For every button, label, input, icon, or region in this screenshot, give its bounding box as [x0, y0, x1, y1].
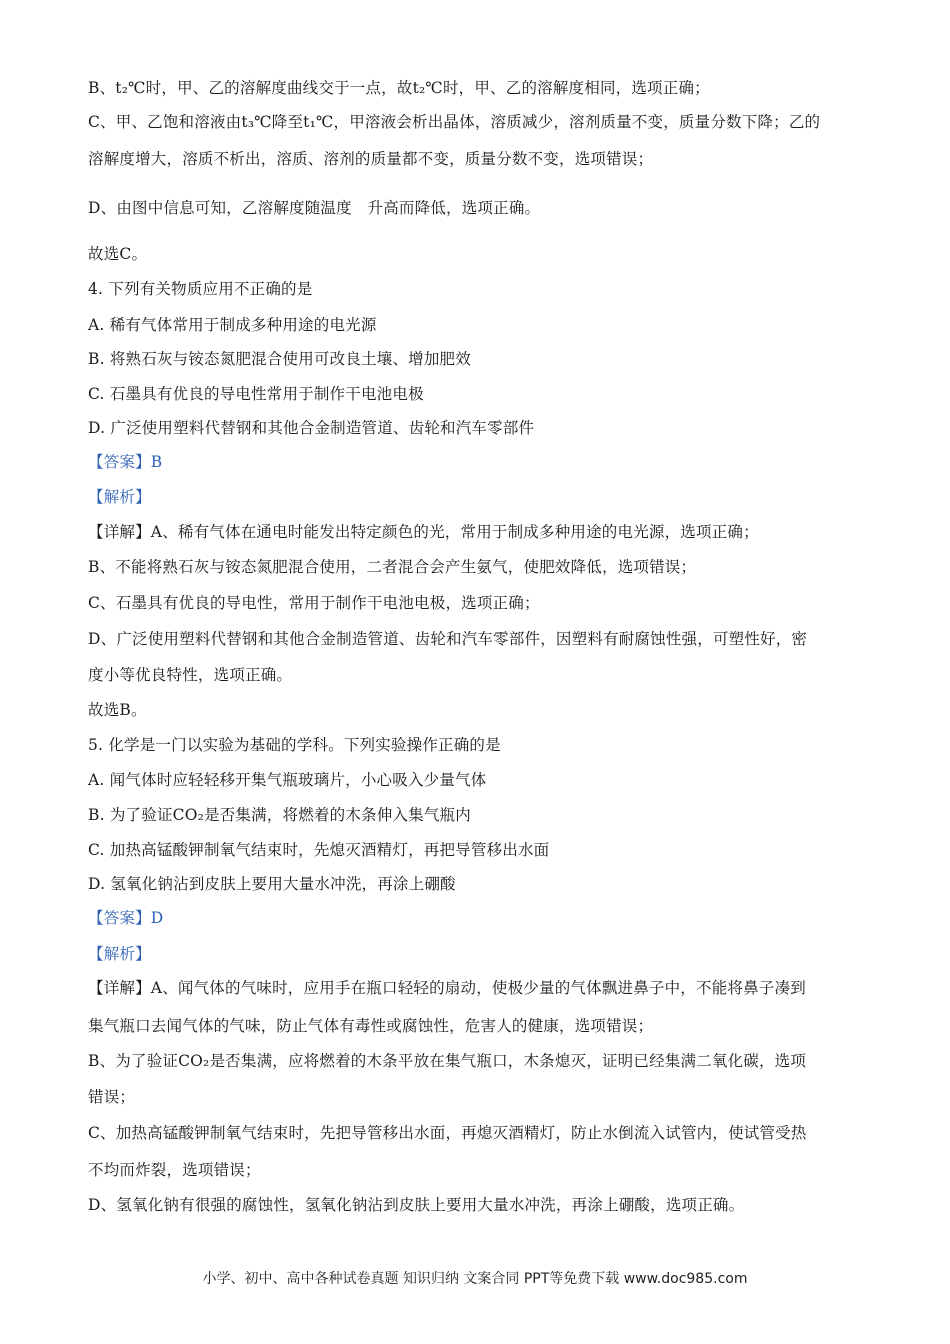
option-a: A. 闻气体时应轻轻移开集气瓶玻璃片，小心吸入少量气体 [88, 771, 487, 789]
text-line: 错误； [88, 1088, 136, 1106]
question-title: 4. 下列有关物质应用不正确的是 [88, 280, 313, 298]
option-d: D. 广泛使用塑料代替钢和其他合金制造管道、齿轮和汽车零部件 [88, 419, 535, 437]
text-line: D、氢氧化钠有很强的腐蚀性，氢氧化钠沾到皮肤上要用大量水冲洗，再涂上硼酸，选项正确。 [88, 1196, 745, 1214]
text-line: D、广泛使用塑料代替钢和其他合金制造管道、齿轮和汽车零部件，因塑料有耐腐蚀性强，可塑性好，密 [88, 630, 808, 648]
question-title: 5. 化学是一门以实验为基础的学科。下列实验操作正确的是 [88, 736, 501, 754]
option-c: C. 石墨具有优良的导电性常用于制作干电池电极 [88, 385, 424, 403]
analysis-tag: 【解析】 [88, 488, 151, 506]
text-line: 溶解度增大，溶质不析出，溶质、溶剂的质量都不变，质量分数不变，选项错误； [88, 150, 654, 168]
text-line: 故选C。 [88, 245, 148, 263]
text-line: 度小等优良特性，选项正确。 [88, 666, 293, 684]
answer-tag: 【答案】D [88, 909, 164, 927]
text-line: B、不能将熟石灰与铵态氮肥混合使用，二者混合会产生氨气，使肥效降低，选项错误； [88, 558, 697, 576]
text-line: D、由图中信息可知，乙溶解度随温度 升高而降低，选项正确。 [88, 199, 541, 217]
text-line: C、加热高锰酸钾制氧气结束时，先把导管移出水面，再熄灭酒精灯，防止水倒流入试管内，使试管受热 [88, 1124, 807, 1142]
text-line: C、甲、乙饱和溶液由t₃℃降至t₁℃，甲溶液会析出晶体，溶质减少，溶剂质量不变，质量分数下降；乙的 [88, 113, 821, 131]
text-line: 故选B。 [88, 701, 147, 719]
analysis-tag: 【解析】 [88, 945, 151, 963]
answer-tag: 【答案】B [88, 453, 163, 471]
option-b: B. 将熟石灰与铵态氮肥混合使用可改良土壤、增加肥效 [88, 350, 471, 368]
text-line: B、t₂℃时，甲、乙的溶解度曲线交于一点，故t₂℃时，甲、乙的溶解度相同，选项正确； [88, 79, 710, 97]
text-line: 不均而炸裂，选项错误； [88, 1161, 261, 1179]
text-line: C、石墨具有优良的导电性，常用于制作干电池电极，选项正确； [88, 594, 540, 612]
page-footer: 小学、初中、高中各种试卷真题 知识归纳 文案合同 PPT等免费下载 www.doc985.com [202, 1271, 748, 1287]
option-c: C. 加热高锰酸钾制氧气结束时，先熄灭酒精灯，再把导管移出水面 [88, 841, 550, 859]
text-line: 【详解】A、稀有气体在通电时能发出特定颜色的光，常用于制成多种用途的电光源，选项正确； [88, 523, 759, 541]
option-d: D. 氢氧化钠沾到皮肤上要用大量水冲洗，再涂上硼酸 [88, 875, 456, 893]
text-line: 【详解】A、闻气体的气味时，应用手在瓶口轻轻的扇动，使极少量的气体飘进鼻子中，不能将鼻子凑到 [88, 979, 806, 997]
text-line: 集气瓶口去闻气体的气味，防止气体有毒性或腐蚀性，危害人的健康，选项错误； [88, 1017, 654, 1035]
option-a: A. 稀有气体常用于制成多种用途的电光源 [88, 316, 377, 334]
text-line: B、为了验证CO₂是否集满，应将燃着的木条平放在集气瓶口，木条熄灭，证明已经集满二氧化碳，选项 [88, 1052, 807, 1070]
option-b: B. 为了验证CO₂是否集满，将燃着的木条伸入集气瓶内 [88, 806, 471, 824]
